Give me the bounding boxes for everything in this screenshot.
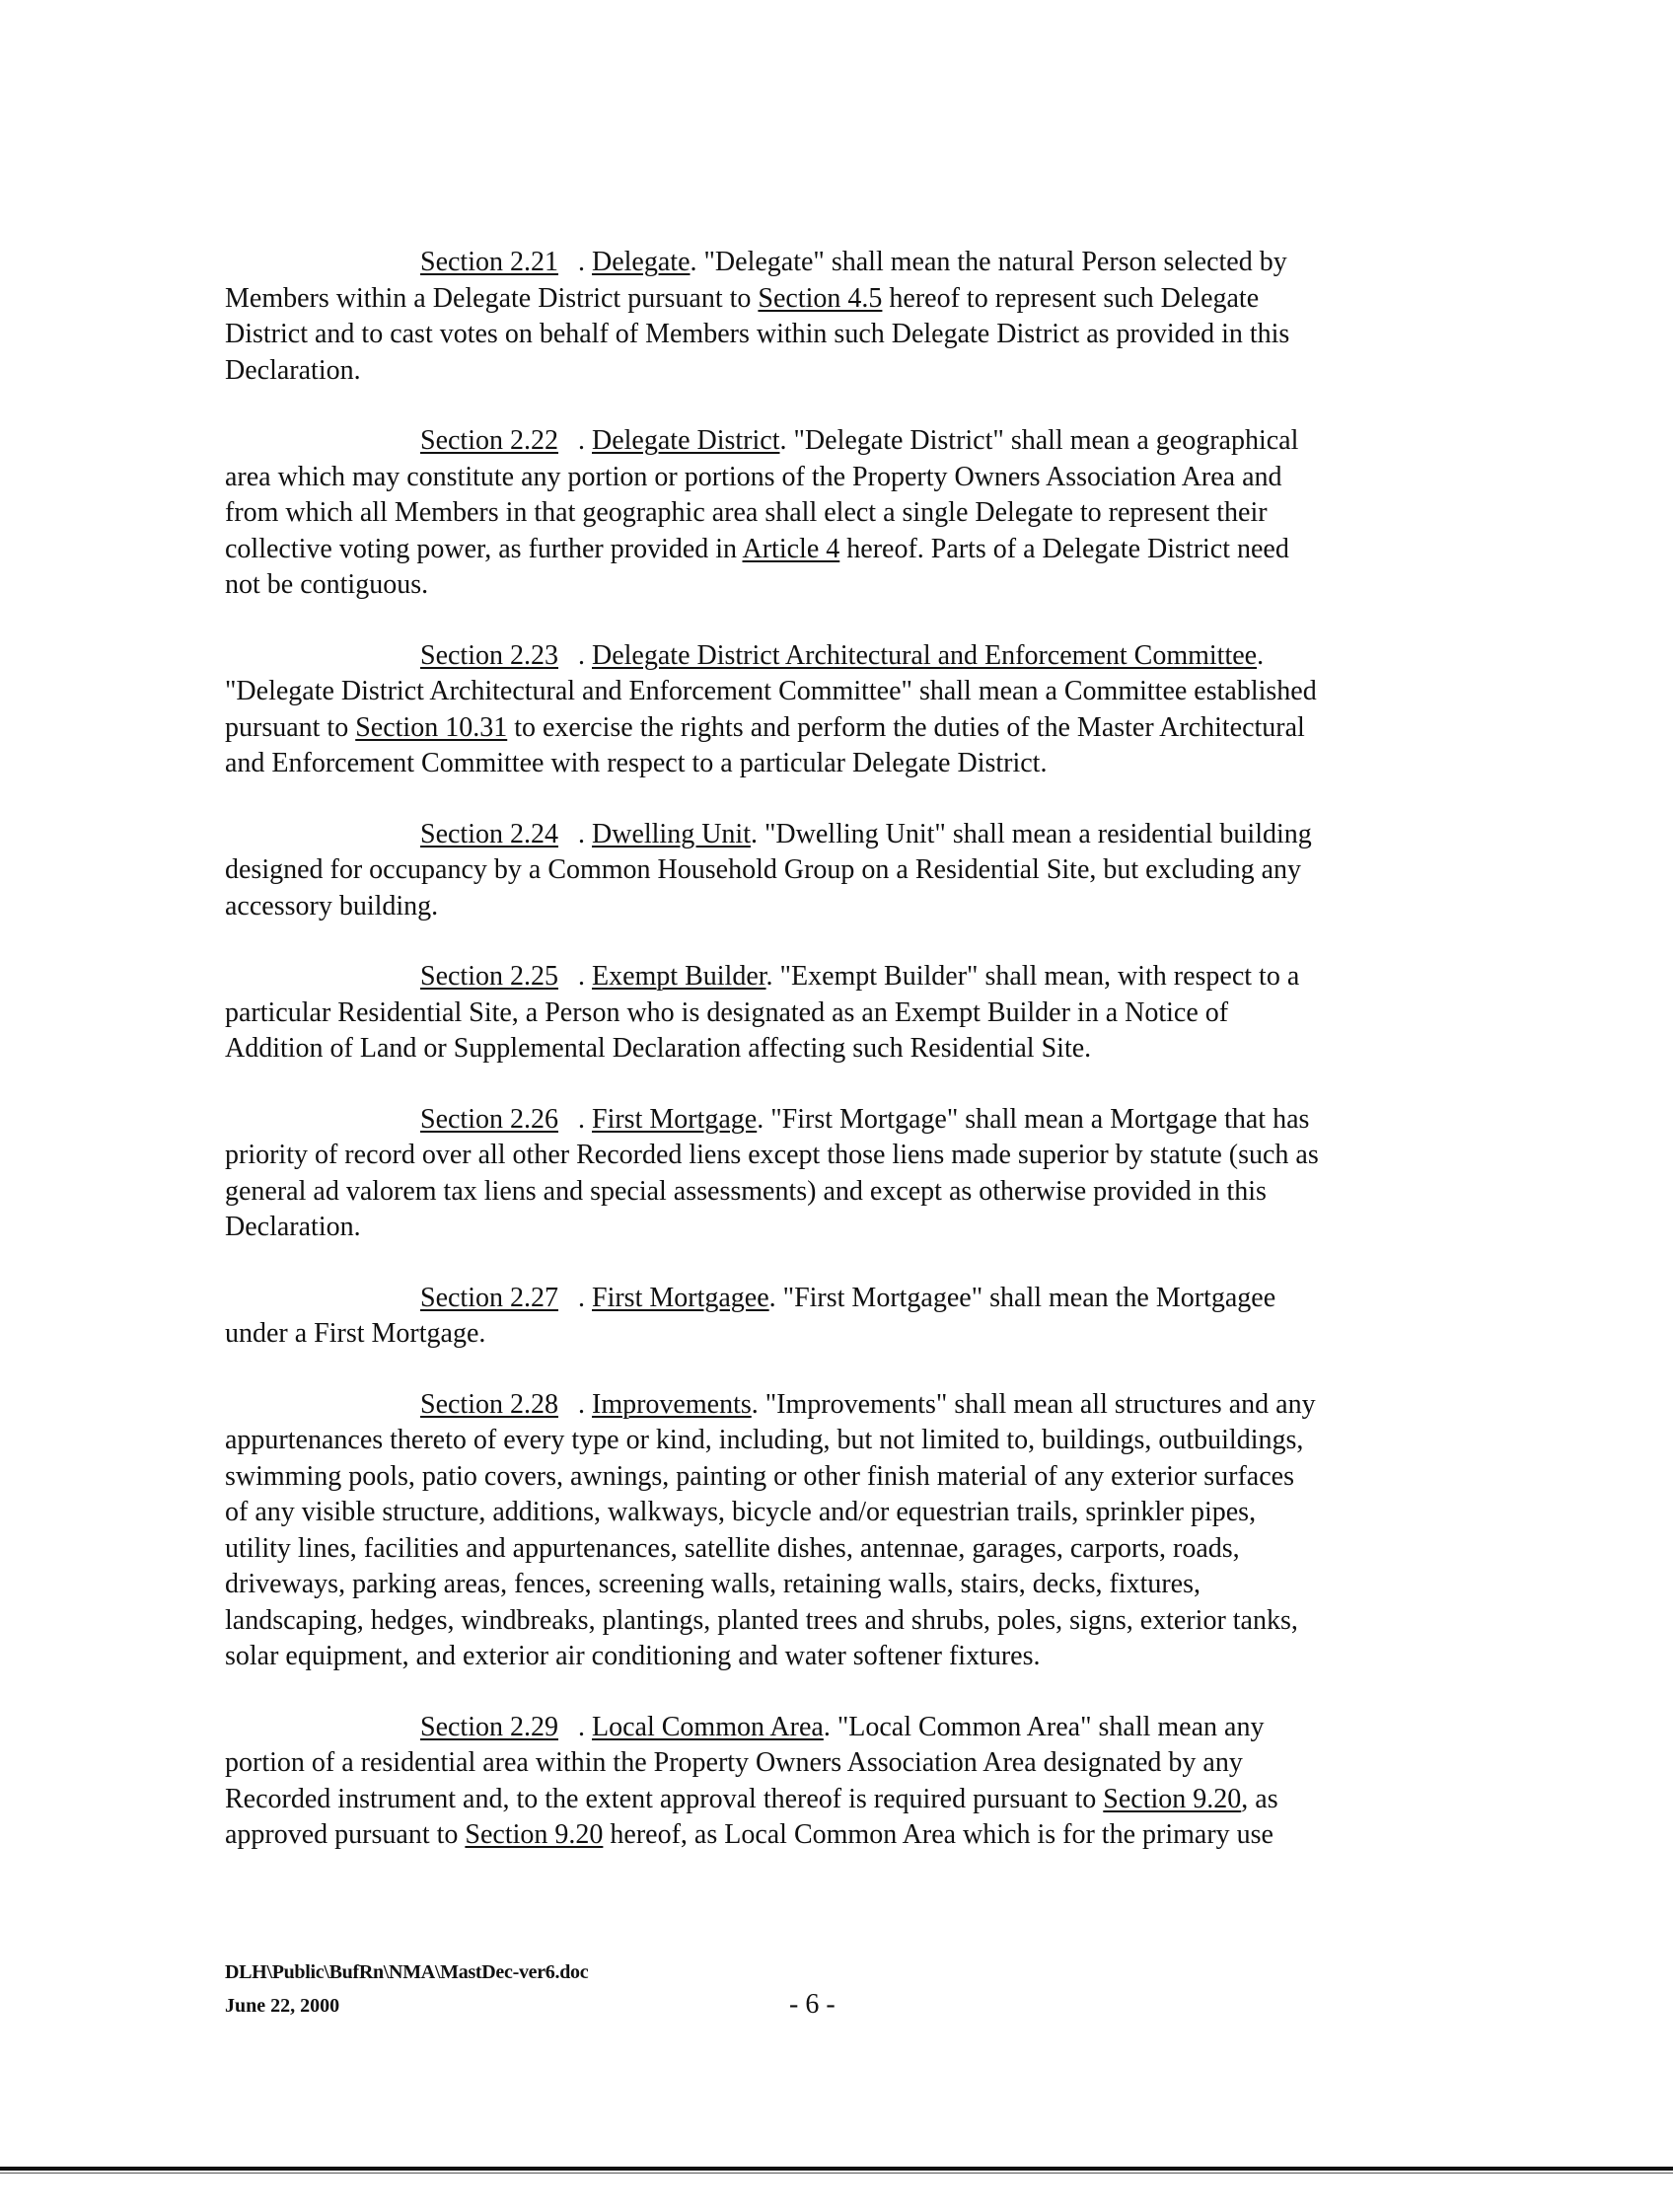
section-number: Section 2.21 — [420, 247, 558, 277]
line-text: collective voting power, as further provided in — [225, 533, 743, 564]
section-heading: First Mortgagee — [592, 1282, 769, 1313]
line-text: driveways, parking areas, fences, screening walls, retaining walls, stairs, decks, fixtures, — [225, 1569, 1201, 1599]
line-text: hereof, as Local Common Area which is for the primary use — [603, 1819, 1273, 1850]
line-text: general ad valorem tax liens and special assessments) and except as otherwise provided in this — [225, 1175, 1267, 1207]
text-line — [225, 852, 1463, 889]
text-line — [225, 995, 1463, 1032]
section-paragraph — [225, 245, 1463, 389]
line-text: approved pursuant to — [225, 1819, 466, 1850]
text-line — [225, 1459, 1463, 1496]
cross-reference-link[interactable]: Section 4.5 — [758, 282, 883, 314]
line-text: Addition of Land or Supplemental Declaration affecting such Residential Site. — [225, 1033, 1092, 1064]
section-number: Section 2.25 — [420, 961, 558, 992]
text-line — [225, 460, 1463, 496]
text-line — [225, 889, 1463, 925]
section-paragraph — [225, 423, 1463, 604]
line-text: "Delegate District Architectural and Enforcement Committee" shall mean a Committee established — [225, 676, 1317, 706]
line-text: Declaration. — [225, 1212, 361, 1242]
line-text: "Improvements" shall mean all structures and any — [764, 1388, 1316, 1420]
line-text: priority of record over all other Recorded liens except those liens made superior by statute (such as — [225, 1140, 1319, 1170]
text-line — [225, 1423, 1463, 1459]
section-heading: Delegate — [592, 247, 691, 277]
line-text: , as — [1241, 1783, 1278, 1814]
line-text: not be contiguous. — [225, 569, 429, 600]
section-paragraph — [225, 1281, 1463, 1353]
text-line — [225, 1495, 1463, 1531]
footer-file-path: DLH\Public\BufRn\NMA\MastDec-ver6.doc — [225, 1961, 589, 1983]
text-line — [225, 674, 1463, 710]
document-body — [225, 245, 1463, 1888]
line-text: "Dwelling Unit" shall mean a residential building — [764, 818, 1312, 849]
text-line — [225, 532, 1463, 568]
section-heading: Delegate District Architectural and Enforcement Committee — [592, 639, 1258, 671]
section-number: Section 2.28 — [420, 1388, 558, 1420]
section-paragraph — [225, 638, 1463, 782]
line-text: Members within a Delegate District pursuant to — [225, 282, 759, 314]
section-paragraph — [225, 1710, 1463, 1854]
section-heading: Local Common Area — [592, 1711, 824, 1742]
line-text: utility lines, facilities and appurtenances, satellite dishes, antennae, garages, carports, roads, — [225, 1532, 1240, 1564]
text-line — [225, 1531, 1463, 1568]
line-text: hereof to represent such Delegate — [882, 282, 1260, 314]
text-line — [225, 1031, 1463, 1068]
section-paragraph — [225, 817, 1463, 925]
cross-reference-link[interactable]: Section 10.31 — [355, 711, 508, 743]
section-number: Section 2.24 — [420, 818, 558, 849]
text-line: Section 2.21 . Delegate. "Delegate" shall mean the natural Person selected by — [420, 247, 1287, 277]
cross-reference-link[interactable]: Section 9.20 — [1103, 1783, 1242, 1814]
text-line — [225, 1639, 1463, 1675]
line-text: appurtenances thereto of every type or kind, including, but not limited to, buildings, outbuildings, — [225, 1425, 1304, 1455]
section-number: Section 2.27 — [420, 1282, 558, 1313]
text-line: Section 2.22 . Delegate District. "Delegate District" shall mean a geographical — [420, 425, 1299, 456]
section-heading: Dwelling Unit — [592, 818, 751, 849]
section-number: Section 2.22 — [420, 425, 558, 456]
section-heading: First Mortgage — [592, 1103, 758, 1135]
line-text: hereof. Parts of a Delegate District need — [839, 533, 1289, 564]
text-line — [225, 1567, 1463, 1603]
line-text: Recorded instrument and, to the extent approval thereof is required pursuant to — [225, 1783, 1104, 1814]
line-text: pursuant to — [225, 711, 356, 743]
page-number: - 6 - — [789, 1989, 836, 2020]
text-line: Section 2.23 . Delegate District Architectural and Enforcement Committee. — [420, 639, 1265, 671]
text-line — [225, 567, 1463, 604]
text-line — [225, 1316, 1463, 1353]
section-heading: Exempt Builder — [592, 961, 766, 992]
section-paragraph — [225, 1102, 1463, 1246]
line-text: Declaration. — [225, 354, 361, 386]
line-text: "First Mortgagee" shall mean the Mortgagee — [782, 1282, 1276, 1313]
text-line — [225, 1817, 1463, 1854]
text-line — [225, 746, 1463, 782]
text-line — [225, 1782, 1463, 1818]
cross-reference-link[interactable]: Article 4 — [742, 533, 840, 564]
line-text: under a First Mortgage. — [225, 1318, 486, 1349]
line-text: from which all Members in that geographic area shall elect a single Delegate to represent their — [225, 497, 1268, 528]
text-line: Section 2.29 . Local Common Area. "Local Common Area" shall mean any — [420, 1711, 1265, 1742]
text-line: Section 2.24 . Dwelling Unit. "Dwelling Unit" shall mean a residential building — [420, 818, 1312, 849]
text-line — [225, 1603, 1463, 1640]
section-number: Section 2.23 — [420, 639, 558, 671]
line-text: "First Mortgage" shall mean a Mortgage that has — [770, 1103, 1310, 1135]
text-line — [225, 281, 1463, 318]
section-number: Section 2.29 — [420, 1711, 558, 1742]
line-text: "Local Common Area" shall mean any — [836, 1711, 1265, 1742]
text-line: Section 2.26 . First Mortgage. "First Mortgage" shall mean a Mortgage that has — [420, 1103, 1310, 1135]
text-line — [225, 495, 1463, 532]
line-text: swimming pools, patio covers, awnings, painting or other finish material of any exterior surfaces — [225, 1460, 1294, 1492]
bottom-rule-secondary — [0, 2173, 1673, 2174]
line-text: "Delegate" shall mean the natural Person selected by — [703, 247, 1287, 277]
line-text: landscaping, hedges, windbreaks, plantings, planted trees and shrubs, poles, signs, exterior tanks, — [225, 1604, 1298, 1636]
line-text: to exercise the rights and perform the duties of the Master Architectural — [507, 711, 1305, 743]
line-text: "Delegate District" shall mean a geographical — [793, 425, 1299, 456]
footer-date: June 22, 2000 — [225, 1995, 340, 2017]
line-text: particular Residential Site, a Person who is designated as an Exempt Builder in a Notice of — [225, 996, 1229, 1028]
line-text: "Exempt Builder" shall mean, with respect to a — [779, 961, 1300, 992]
text-line — [225, 1138, 1463, 1174]
text-line: Section 2.27 . First Mortgagee. "First Mortgagee" shall mean the Mortgagee — [420, 1282, 1276, 1313]
line-text: of any visible structure, additions, walkways, bicycle and/or equestrian trails, sprinkler pipes, — [225, 1497, 1257, 1527]
section-heading: Delegate District — [592, 425, 780, 456]
section-number: Section 2.26 — [420, 1103, 558, 1135]
line-text: area which may constitute any portion or portions of the Property Owners Association Area and — [225, 461, 1282, 492]
section-paragraph — [225, 959, 1463, 1068]
line-text: District and to cast votes on behalf of Members within such Delegate District as provided in this — [225, 319, 1290, 349]
text-line — [225, 317, 1463, 353]
line-text: and Enforcement Committee with respect to a particular Delegate District. — [225, 748, 1048, 778]
bottom-rule — [0, 2167, 1673, 2171]
line-text: solar equipment, and exterior air conditioning and water softener fixtures. — [225, 1641, 1041, 1671]
text-line — [225, 353, 1463, 390]
line-text: portion of a residential area within the Property Owners Association Area designated by any — [225, 1747, 1243, 1778]
line-text: designed for occupancy by a Common Household Group on a Residential Site, but excluding any — [225, 854, 1302, 885]
text-line — [225, 1210, 1463, 1246]
line-text: accessory building. — [225, 890, 439, 922]
text-line: Section 2.25 . Exempt Builder. "Exempt Builder" shall mean, with respect to a — [420, 961, 1300, 992]
text-line: Section 2.28 . Improvements. "Improvements" shall mean all structures and any — [420, 1388, 1316, 1420]
cross-reference-link[interactable]: Section 9.20 — [465, 1819, 604, 1850]
text-line — [225, 1745, 1463, 1782]
text-line — [225, 710, 1463, 747]
section-paragraph — [225, 1387, 1463, 1675]
text-line — [225, 1174, 1463, 1211]
section-heading: Improvements — [592, 1388, 752, 1420]
